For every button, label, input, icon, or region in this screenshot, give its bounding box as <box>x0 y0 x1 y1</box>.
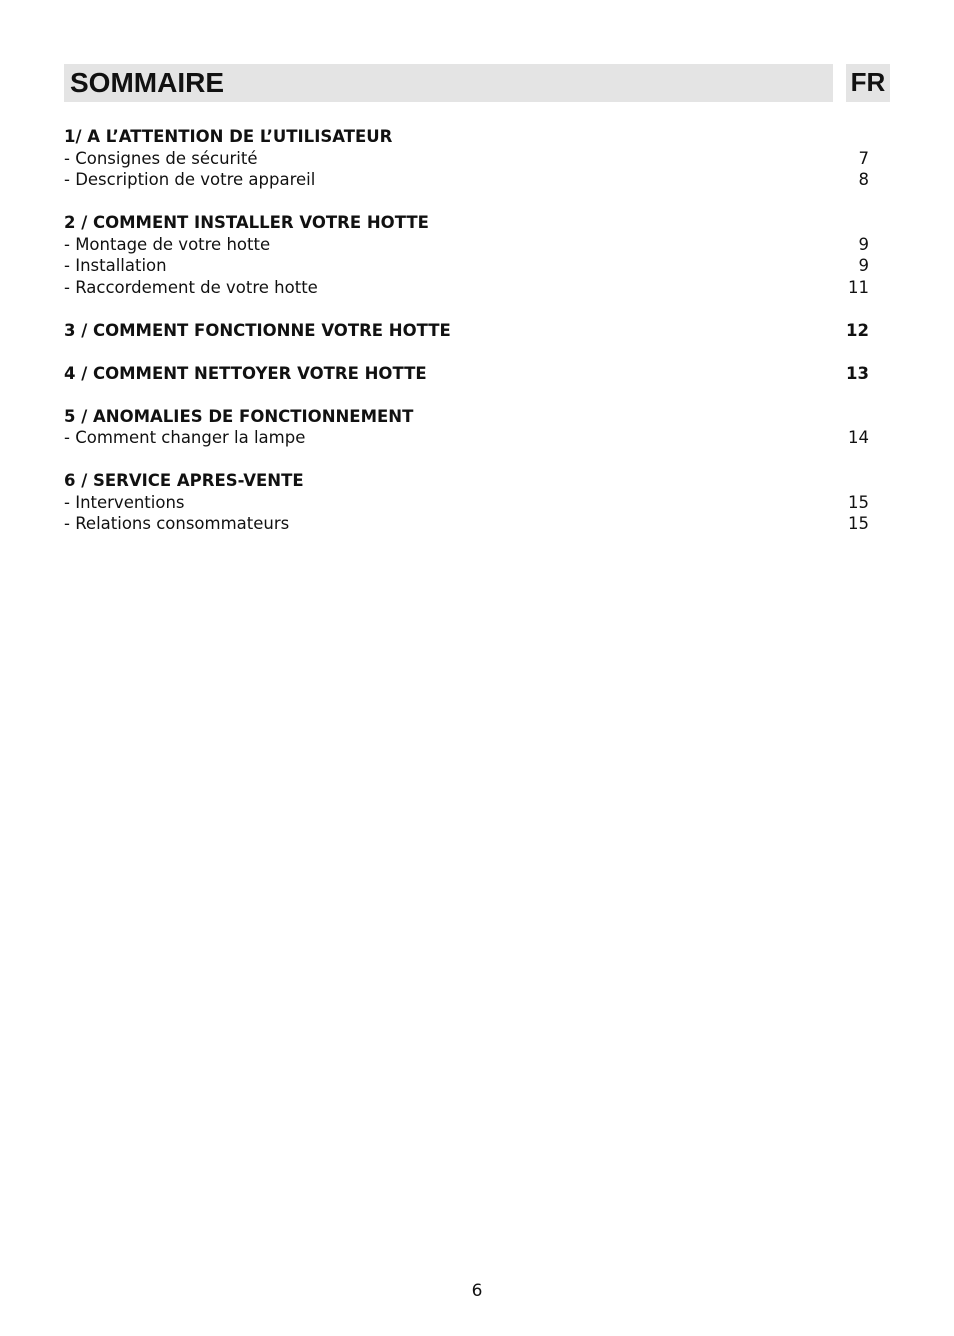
toc-heading-label: 4 / COMMENT NETTOYER VOTRE HOTTE <box>64 363 427 383</box>
toc-section-5 <box>64 406 869 449</box>
toc-item <box>64 492 869 514</box>
toc-item-label: - Consignes de sécurité <box>64 148 258 168</box>
toc-item-page: 9 <box>858 234 869 254</box>
toc-item <box>64 513 869 535</box>
toc-heading-label: 3 / COMMENT FONCTIONNE VOTRE HOTTE <box>64 320 451 340</box>
toc-section-1 <box>64 126 869 191</box>
toc-item-page: 11 <box>848 277 869 297</box>
toc-item-page: 15 <box>848 514 869 533</box>
toc-item-label: - Interventions <box>64 492 185 512</box>
toc-heading <box>64 363 869 385</box>
toc-item-label: - Installation <box>64 256 167 275</box>
toc-item <box>64 427 869 449</box>
toc-heading-label: 5 / ANOMALIES DE FONCTIONNEMENT <box>64 406 414 426</box>
table-of-contents <box>64 126 869 556</box>
toc-section-6 <box>64 470 869 535</box>
toc-item-page: 8 <box>858 170 869 189</box>
language-label: FR <box>850 67 886 97</box>
toc-heading-page: 12 <box>846 320 869 340</box>
toc-heading <box>64 212 869 234</box>
toc-heading-label: 6 / SERVICE APRES-VENTE <box>64 471 304 490</box>
toc-item-page: 9 <box>858 256 869 275</box>
title-bar <box>64 64 833 102</box>
page-number: 6 <box>471 1281 483 1301</box>
toc-item <box>64 277 869 299</box>
toc-item <box>64 234 869 256</box>
toc-item-page: 15 <box>848 492 869 512</box>
toc-heading-label: 2 / COMMENT INSTALLER VOTRE HOTTE <box>64 213 429 232</box>
toc-item-label: - Comment changer la lampe <box>64 428 306 447</box>
toc-heading <box>64 406 869 428</box>
toc-item <box>64 255 869 277</box>
toc-item-page: 14 <box>848 428 869 447</box>
toc-heading <box>64 470 869 492</box>
toc-item-label: - Raccordement de votre hotte <box>64 277 318 297</box>
toc-item-label: - Montage de votre hotte <box>64 234 271 254</box>
toc-item-label: - Description de votre appareil <box>64 170 316 189</box>
toc-item <box>64 169 869 191</box>
toc-item <box>64 148 869 170</box>
toc-item-page: 7 <box>858 148 869 168</box>
toc-heading <box>64 320 869 342</box>
toc-heading <box>64 126 869 148</box>
toc-section-4 <box>64 363 869 385</box>
page-title: SOMMAIRE <box>70 67 224 98</box>
language-badge <box>846 64 890 102</box>
toc-item-label: - Relations consommateurs <box>64 514 290 533</box>
toc-section-2 <box>64 212 869 298</box>
toc-heading-page: 13 <box>846 363 869 383</box>
toc-section-3 <box>64 320 869 342</box>
toc-heading-label: 1/ A L’ATTENTION DE L’UTILISATEUR <box>64 127 393 146</box>
